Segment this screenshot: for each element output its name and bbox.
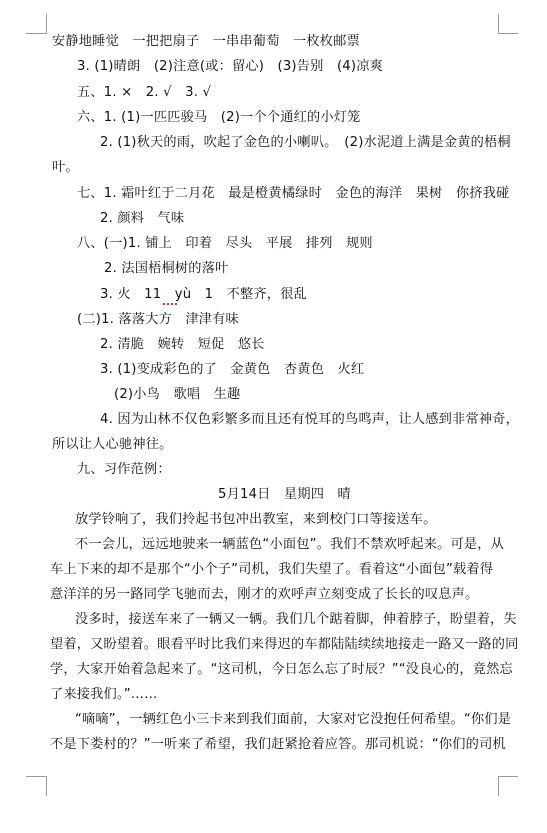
line-text: 叶。 xyxy=(52,160,79,175)
essay-paragraph-1 xyxy=(75,511,436,529)
line-text: (二)1. 落落大方 津津有味 xyxy=(77,312,239,327)
line-text: (2)小鸟 歌唱 生趣 xyxy=(114,387,241,402)
crop-mark-top-left-h xyxy=(26,33,46,34)
line-text: 望着，又盼望着。眼看平时比我们来得迟的车都陆陆续续地接走一路又一路的同 xyxy=(50,637,519,652)
essay-date-line xyxy=(218,486,351,504)
line-text: 九、习作范例： xyxy=(77,462,171,477)
answer-line-8-part2-3 xyxy=(100,361,364,379)
line-text: 3. 火 11 xyxy=(100,287,175,302)
answer-line-section-8 xyxy=(77,235,373,253)
line-text: 3. (1)变成彩色的了 金黄色 杏黄色 火红 xyxy=(100,362,365,377)
line-text: 2. 法国梧桐树的落叶 xyxy=(104,261,229,276)
essay-paragraph-4-line-2 xyxy=(50,736,506,754)
line-text: 车上下来的却不是那个“小个子”司机，我们失望了。看着这“小面包”载着得 xyxy=(50,562,494,577)
answer-line-8-2 xyxy=(104,260,228,278)
line-text: 5月14日 星期四 晴 xyxy=(218,487,351,502)
essay-paragraph-4-line-1 xyxy=(75,711,511,729)
answer-line-section-6 xyxy=(77,109,361,127)
line-text: 了来接我们。”…… xyxy=(50,687,158,702)
answer-line-6-2 xyxy=(100,134,511,152)
answer-line-8-part2 xyxy=(77,311,239,329)
crop-mark-top-right-h xyxy=(498,33,518,34)
essay-paragraph-2-line-3 xyxy=(50,586,478,604)
crop-mark-bottom-left-v xyxy=(46,776,47,796)
answer-line-8-part2-4-cont xyxy=(52,436,173,454)
line-text: “嘀嘀”，一辆红色小三卡来到我们面前，大家对它没抱任何希望。“你们是 xyxy=(75,712,512,727)
line-text: 2. 颜料 气味 xyxy=(100,211,185,226)
essay-paragraph-3-line-2 xyxy=(50,636,519,654)
answer-line-7-2 xyxy=(100,210,184,228)
answer-line-section-5 xyxy=(77,84,211,102)
essay-paragraph-3-line-4 xyxy=(50,686,158,704)
line-text: 1 不整齐，很乱 xyxy=(191,287,307,302)
crop-mark-bottom-left-h xyxy=(26,776,46,777)
answer-line-8-part2-4 xyxy=(100,411,519,429)
answer-line-8-part2-2 xyxy=(100,336,265,354)
answer-line-section-7 xyxy=(77,185,509,203)
line-text: 2. (1)秋天的雨，吹起了金色的小喇叭。 (2)水泥道上满是金黄的梧桐 xyxy=(100,135,511,150)
line-text: 3. (1)晴朗 (2)注意(或：留心) (3)告别 (4)凉爽 xyxy=(77,59,383,74)
answer-line-6-2-cont xyxy=(52,159,79,177)
crop-mark-top-right-v xyxy=(498,14,499,34)
line-text: 意洋洋的另一路同学飞驰而去，刚才的欢呼声立刻变成了长长的叹息声。 xyxy=(50,587,479,602)
line-text: 所以让人心驰神往。 xyxy=(52,437,173,452)
line-text: 不是下娄村的？”一听来了希望，我们赶紧抢着应答。那司机说：“你们的司机 xyxy=(50,737,506,752)
answer-line-q3 xyxy=(77,58,383,76)
line-text: 七、1. 霜叶红于二月花 最是橙黄橘绿时 金色的海洋 果树 你挤我碰 xyxy=(77,186,510,201)
line-text: 八、(一)1. 铺上 印着 尽头 平展 排列 规则 xyxy=(77,236,373,251)
line-text: 2. 清脆 婉转 短促 悠长 xyxy=(100,337,265,352)
line-text: 五、1. × 2. √ 3. √ xyxy=(77,85,212,100)
crop-mark-bottom-right-h xyxy=(498,776,518,777)
crop-mark-bottom-right-v xyxy=(498,776,499,796)
essay-paragraph-2-line-2 xyxy=(50,561,493,579)
line-text: 六、1. (1)一匹匹骏马 (2)一个个通红的小灯笼 xyxy=(77,110,361,125)
spellcheck-underline xyxy=(163,303,179,305)
pinyin-text: yù xyxy=(174,287,192,302)
answer-line-8-3 xyxy=(100,286,307,304)
answer-line-8-part2-3-2 xyxy=(114,386,240,404)
answer-line-words xyxy=(52,33,360,51)
line-text: 学，大家开始着急起来了。“这司机，今日怎么忘了时辰？”“没良心的，竟然忘 xyxy=(50,662,513,677)
line-text: 4. 因为山林不仅色彩繁多而且还有悦耳的鸟鸣声，让人感到非常神奇， xyxy=(100,412,519,427)
line-text: 安静地睡觉 一把把扇子 一串串葡萄 一枚枚邮票 xyxy=(52,34,360,49)
essay-paragraph-3-line-1 xyxy=(75,611,517,629)
answer-line-section-9 xyxy=(77,461,171,479)
line-text: 放学铃响了，我们拎起书包冲出教室，来到校门口等接送车。 xyxy=(75,512,437,527)
line-text: 不一会儿，远远地驶来一辆蓝色“小面包”。我们不禁欢呼起来。可是，从 xyxy=(75,537,505,552)
crop-mark-top-left-v xyxy=(46,14,47,34)
essay-paragraph-3-line-3 xyxy=(50,661,513,679)
essay-paragraph-2-line-1 xyxy=(75,536,504,554)
line-text: 没多时，接送车来了一辆又一辆。我们几个踮着脚，伸着脖子，盼望着，失 xyxy=(75,612,517,627)
